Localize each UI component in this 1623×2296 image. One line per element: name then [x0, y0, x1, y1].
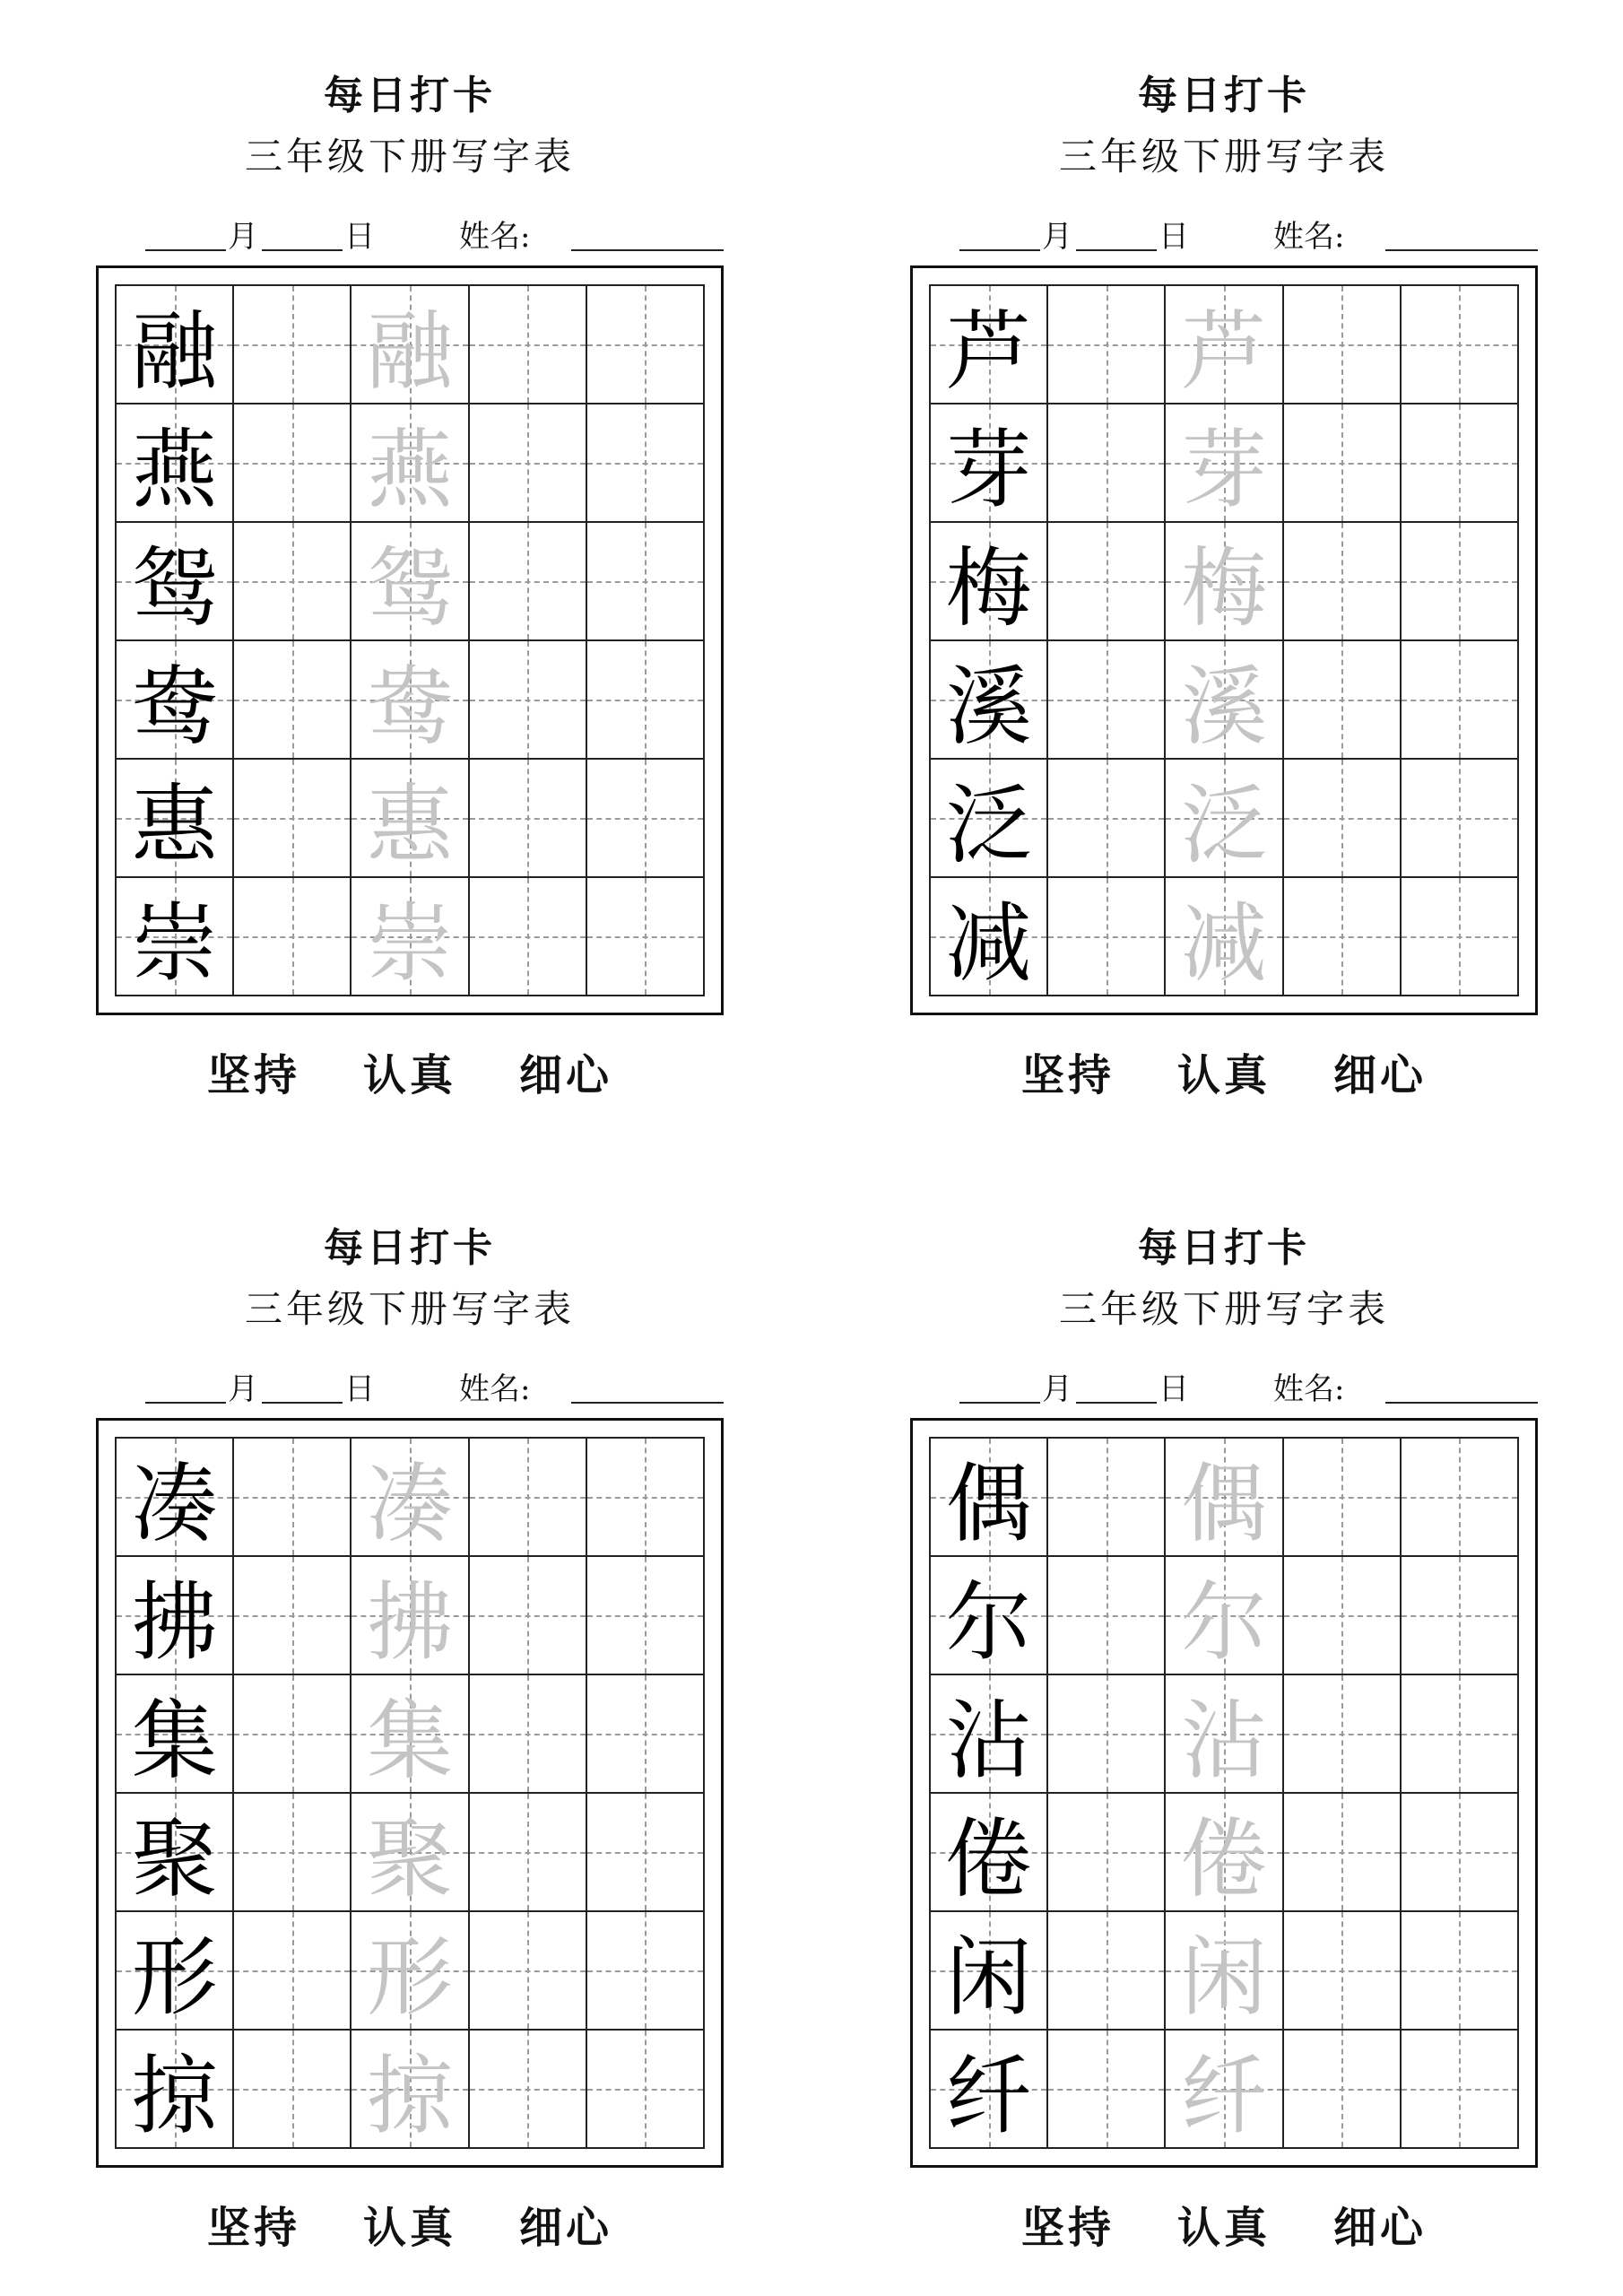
month-label: 月 [228, 219, 258, 255]
trace-cell[interactable] [1166, 1557, 1283, 1675]
model-character: 鸯 [131, 656, 218, 757]
practice-cell[interactable] [1048, 286, 1166, 404]
practice-cell[interactable] [587, 1557, 705, 1675]
trace-cell[interactable] [352, 2031, 469, 2149]
model-character: 崇 [131, 892, 218, 994]
practice-card [910, 1152, 1538, 2265]
practice-cell[interactable] [1402, 286, 1519, 404]
practice-cell[interactable] [1284, 404, 1402, 523]
motto-word: 坚持 [206, 1050, 300, 1100]
date-name-line [955, 1361, 1538, 1407]
trace-cell[interactable] [1166, 1439, 1283, 1557]
name-blank[interactable] [571, 1401, 724, 1404]
motto-line [910, 1040, 1538, 1102]
practice-cell[interactable] [470, 286, 587, 404]
model-character: 鸳 [131, 537, 218, 639]
month-label: 月 [1042, 219, 1072, 255]
name-label: 姓名: [459, 219, 531, 255]
trace-character: 集 [366, 1690, 453, 1791]
trace-character: 泛 [1180, 774, 1267, 875]
name-label: 姓名: [1273, 1371, 1345, 1407]
practice-cell[interactable] [1048, 1557, 1166, 1675]
trace-cell[interactable] [1166, 286, 1283, 404]
practice-cell[interactable] [1402, 641, 1519, 760]
practice-cell[interactable] [1048, 1912, 1166, 2031]
practice-cell[interactable] [1402, 1912, 1519, 2031]
month-blank[interactable] [145, 248, 226, 251]
practice-cell[interactable] [470, 760, 587, 878]
trace-cell[interactable] [1166, 878, 1283, 996]
trace-cell[interactable] [352, 1912, 469, 2031]
model-cell [117, 523, 234, 641]
practice-cell[interactable] [1402, 1794, 1519, 1912]
practice-cell[interactable] [587, 1794, 705, 1912]
practice-cell[interactable] [470, 1439, 587, 1557]
practice-cell[interactable] [1284, 523, 1402, 641]
month-label: 月 [228, 1371, 258, 1407]
day-blank[interactable] [262, 1401, 343, 1404]
practice-cell[interactable] [1284, 1557, 1402, 1675]
model-character: 聚 [131, 1808, 218, 1909]
model-cell [931, 286, 1048, 404]
practice-cell[interactable] [234, 641, 352, 760]
day-blank[interactable] [1076, 248, 1157, 251]
model-character: 泛 [945, 774, 1032, 875]
trace-cell[interactable] [352, 1439, 469, 1557]
model-character: 芽 [945, 419, 1032, 520]
day-blank[interactable] [1076, 1401, 1157, 1404]
practice-cell[interactable] [1048, 760, 1166, 878]
practice-cell[interactable] [587, 641, 705, 760]
model-cell [931, 760, 1048, 878]
practice-cell[interactable] [587, 878, 705, 996]
date-name-line [955, 208, 1538, 255]
day-label: 日 [1159, 1371, 1189, 1407]
name-blank[interactable] [571, 248, 724, 251]
trace-cell[interactable] [1166, 641, 1283, 760]
trace-character: 芦 [1180, 300, 1267, 402]
month-label: 月 [1042, 1371, 1072, 1407]
motto-line [96, 2193, 724, 2255]
practice-cell[interactable] [587, 1675, 705, 1794]
practice-cell[interactable] [1048, 1794, 1166, 1912]
writing-grid-frame [96, 1418, 724, 2168]
trace-character: 鸳 [366, 537, 453, 639]
model-cell [117, 1794, 234, 1912]
model-cell [931, 1675, 1048, 1794]
trace-character: 燕 [366, 419, 453, 520]
model-cell [117, 2031, 234, 2149]
date-name-line [141, 1361, 724, 1407]
model-cell [931, 641, 1048, 760]
practice-cell[interactable] [1402, 404, 1519, 523]
trace-cell[interactable] [352, 878, 469, 996]
card-subtitle: 三年级下册写字表 [1058, 1287, 1389, 1331]
practice-cell[interactable] [470, 878, 587, 996]
trace-character: 倦 [1180, 1808, 1267, 1909]
practice-cell[interactable] [1402, 523, 1519, 641]
trace-character: 鸯 [366, 656, 453, 757]
model-cell [931, 404, 1048, 523]
writing-grid [115, 1437, 705, 2149]
trace-character: 尔 [1180, 1571, 1267, 1673]
trace-character: 梅 [1180, 537, 1267, 639]
practice-cell[interactable] [1402, 878, 1519, 996]
model-cell [931, 523, 1048, 641]
day-label: 日 [344, 1371, 375, 1407]
practice-cell[interactable] [234, 878, 352, 996]
practice-cell[interactable] [587, 286, 705, 404]
writing-grid-frame [910, 265, 1538, 1015]
trace-character: 溪 [1180, 656, 1267, 757]
motto-word: 坚持 [1020, 2203, 1115, 2253]
trace-cell[interactable] [352, 286, 469, 404]
day-label: 日 [344, 219, 375, 255]
trace-cell[interactable] [1166, 760, 1283, 878]
trace-cell[interactable] [1166, 523, 1283, 641]
model-cell [117, 760, 234, 878]
practice-cell[interactable] [1048, 641, 1166, 760]
trace-character: 融 [366, 300, 453, 402]
practice-cell[interactable] [234, 404, 352, 523]
month-blank[interactable] [959, 1401, 1040, 1404]
model-character: 减 [945, 892, 1032, 994]
card-title: 每日打卡 [324, 73, 496, 118]
practice-cell[interactable] [470, 1675, 587, 1794]
motto-line [96, 1040, 724, 1102]
motto-word: 细心 [519, 1050, 613, 1100]
practice-cell[interactable] [587, 760, 705, 878]
model-character: 掠 [131, 2045, 218, 2146]
day-label: 日 [1159, 219, 1189, 255]
trace-cell[interactable] [352, 760, 469, 878]
model-character: 燕 [131, 419, 218, 520]
motto-word: 坚持 [1020, 1050, 1115, 1100]
practice-cell[interactable] [234, 286, 352, 404]
trace-character: 芽 [1180, 419, 1267, 520]
model-character: 闲 [945, 1926, 1032, 2028]
card-title: 每日打卡 [1138, 1225, 1310, 1271]
practice-cell[interactable] [234, 2031, 352, 2149]
card-title: 每日打卡 [1138, 73, 1310, 118]
practice-cell[interactable] [234, 523, 352, 641]
practice-cell[interactable] [587, 1912, 705, 2031]
practice-cell[interactable] [234, 760, 352, 878]
name-blank[interactable] [1385, 1401, 1538, 1404]
model-character: 偶 [945, 1453, 1032, 1554]
model-character: 溪 [945, 656, 1032, 757]
practice-cell[interactable] [470, 1557, 587, 1675]
name-label: 姓名: [459, 1371, 531, 1407]
card-subtitle: 三年级下册写字表 [244, 1287, 575, 1331]
practice-cell[interactable] [1048, 523, 1166, 641]
model-character: 集 [131, 1690, 218, 1791]
model-character: 凑 [131, 1453, 218, 1554]
model-character: 拂 [131, 1571, 218, 1673]
practice-cell[interactable] [1284, 878, 1402, 996]
practice-cell[interactable] [470, 1912, 587, 2031]
trace-character: 掠 [366, 2045, 453, 2146]
model-cell [117, 641, 234, 760]
practice-cell[interactable] [470, 2031, 587, 2149]
motto-word: 认真 [362, 2203, 456, 2253]
practice-cell[interactable] [234, 1912, 352, 2031]
practice-cell[interactable] [1048, 1675, 1166, 1794]
model-cell [931, 1557, 1048, 1675]
trace-cell[interactable] [352, 1675, 469, 1794]
model-character: 尔 [945, 1571, 1032, 1673]
practice-card [910, 0, 1538, 1112]
trace-cell[interactable] [352, 1557, 469, 1675]
card-subtitle: 三年级下册写字表 [1058, 135, 1389, 178]
date-name-line [141, 208, 724, 255]
day-blank[interactable] [262, 248, 343, 251]
practice-card [96, 0, 724, 1112]
trace-character: 惠 [366, 774, 453, 875]
model-character: 倦 [945, 1808, 1032, 1909]
trace-cell[interactable] [1166, 404, 1283, 523]
trace-cell[interactable] [352, 641, 469, 760]
card-title: 每日打卡 [324, 1225, 496, 1271]
practice-cell[interactable] [1284, 1794, 1402, 1912]
writing-grid-frame [910, 1418, 1538, 2168]
card-subtitle: 三年级下册写字表 [244, 135, 575, 178]
practice-cell[interactable] [587, 2031, 705, 2149]
model-character: 芦 [945, 300, 1032, 402]
trace-character: 闲 [1180, 1926, 1267, 2028]
writing-grid-frame [96, 265, 724, 1015]
model-cell [117, 878, 234, 996]
name-blank[interactable] [1385, 248, 1538, 251]
trace-cell[interactable] [1166, 1675, 1283, 1794]
motto-word: 认真 [1176, 1050, 1271, 1100]
model-character: 沾 [945, 1690, 1032, 1791]
trace-cell[interactable] [352, 523, 469, 641]
model-cell [117, 1557, 234, 1675]
trace-character: 拂 [366, 1571, 453, 1673]
model-cell [931, 2031, 1048, 2149]
trace-character: 沾 [1180, 1690, 1267, 1791]
practice-cell[interactable] [470, 1794, 587, 1912]
practice-cell[interactable] [1402, 1439, 1519, 1557]
motto-word: 认真 [362, 1050, 456, 1100]
trace-character: 减 [1180, 892, 1267, 994]
practice-cell[interactable] [1284, 2031, 1402, 2149]
practice-cell[interactable] [1048, 2031, 1166, 2149]
trace-character: 崇 [366, 892, 453, 994]
model-cell [931, 1794, 1048, 1912]
practice-cell[interactable] [1402, 1675, 1519, 1794]
practice-cell[interactable] [234, 1557, 352, 1675]
trace-character: 偶 [1180, 1453, 1267, 1554]
trace-cell[interactable] [352, 404, 469, 523]
model-character: 惠 [131, 774, 218, 875]
model-cell [931, 1912, 1048, 2031]
model-cell [117, 1439, 234, 1557]
practice-cell[interactable] [587, 1439, 705, 1557]
model-cell [931, 1439, 1048, 1557]
practice-cell[interactable] [470, 641, 587, 760]
writing-grid [929, 284, 1519, 996]
practice-cell[interactable] [234, 1675, 352, 1794]
writing-grid [929, 1437, 1519, 2149]
trace-character: 凑 [366, 1453, 453, 1554]
motto-word: 细心 [1333, 2203, 1428, 2253]
practice-cell[interactable] [1048, 1439, 1166, 1557]
model-character: 形 [131, 1926, 218, 2028]
model-character: 梅 [945, 537, 1032, 639]
model-character: 融 [131, 300, 218, 402]
trace-cell[interactable] [1166, 2031, 1283, 2149]
trace-character: 形 [366, 1926, 453, 2028]
practice-cell[interactable] [1284, 760, 1402, 878]
practice-cell[interactable] [1402, 2031, 1519, 2149]
practice-cell[interactable] [1284, 1675, 1402, 1794]
model-cell [117, 1675, 234, 1794]
motto-word: 坚持 [206, 2203, 300, 2253]
month-blank[interactable] [959, 248, 1040, 251]
practice-cell[interactable] [1284, 1912, 1402, 2031]
practice-cell[interactable] [470, 404, 587, 523]
practice-cell[interactable] [470, 523, 587, 641]
model-cell [931, 878, 1048, 996]
practice-card [96, 1152, 724, 2265]
model-cell [117, 1912, 234, 2031]
trace-cell[interactable] [1166, 1912, 1283, 2031]
trace-cell[interactable] [1166, 1794, 1283, 1912]
practice-cell[interactable] [1284, 1439, 1402, 1557]
practice-cell[interactable] [1048, 878, 1166, 996]
month-blank[interactable] [145, 1401, 226, 1404]
motto-line [910, 2193, 1538, 2255]
practice-cell[interactable] [1284, 641, 1402, 760]
writing-grid [115, 284, 705, 996]
model-character: 纤 [945, 2045, 1032, 2146]
motto-word: 认真 [1176, 2203, 1271, 2253]
practice-cell[interactable] [1402, 760, 1519, 878]
practice-cell[interactable] [1402, 1557, 1519, 1675]
practice-cell[interactable] [1048, 404, 1166, 523]
trace-character: 聚 [366, 1808, 453, 1909]
model-cell [117, 404, 234, 523]
practice-cell[interactable] [234, 1439, 352, 1557]
model-cell [117, 286, 234, 404]
trace-cell[interactable] [352, 1794, 469, 1912]
practice-cell[interactable] [234, 1794, 352, 1912]
practice-cell[interactable] [1284, 286, 1402, 404]
motto-word: 细心 [1333, 1050, 1428, 1100]
practice-cell[interactable] [587, 404, 705, 523]
name-label: 姓名: [1273, 219, 1345, 255]
motto-word: 细心 [519, 2203, 613, 2253]
practice-cell[interactable] [587, 523, 705, 641]
trace-character: 纤 [1180, 2045, 1267, 2146]
